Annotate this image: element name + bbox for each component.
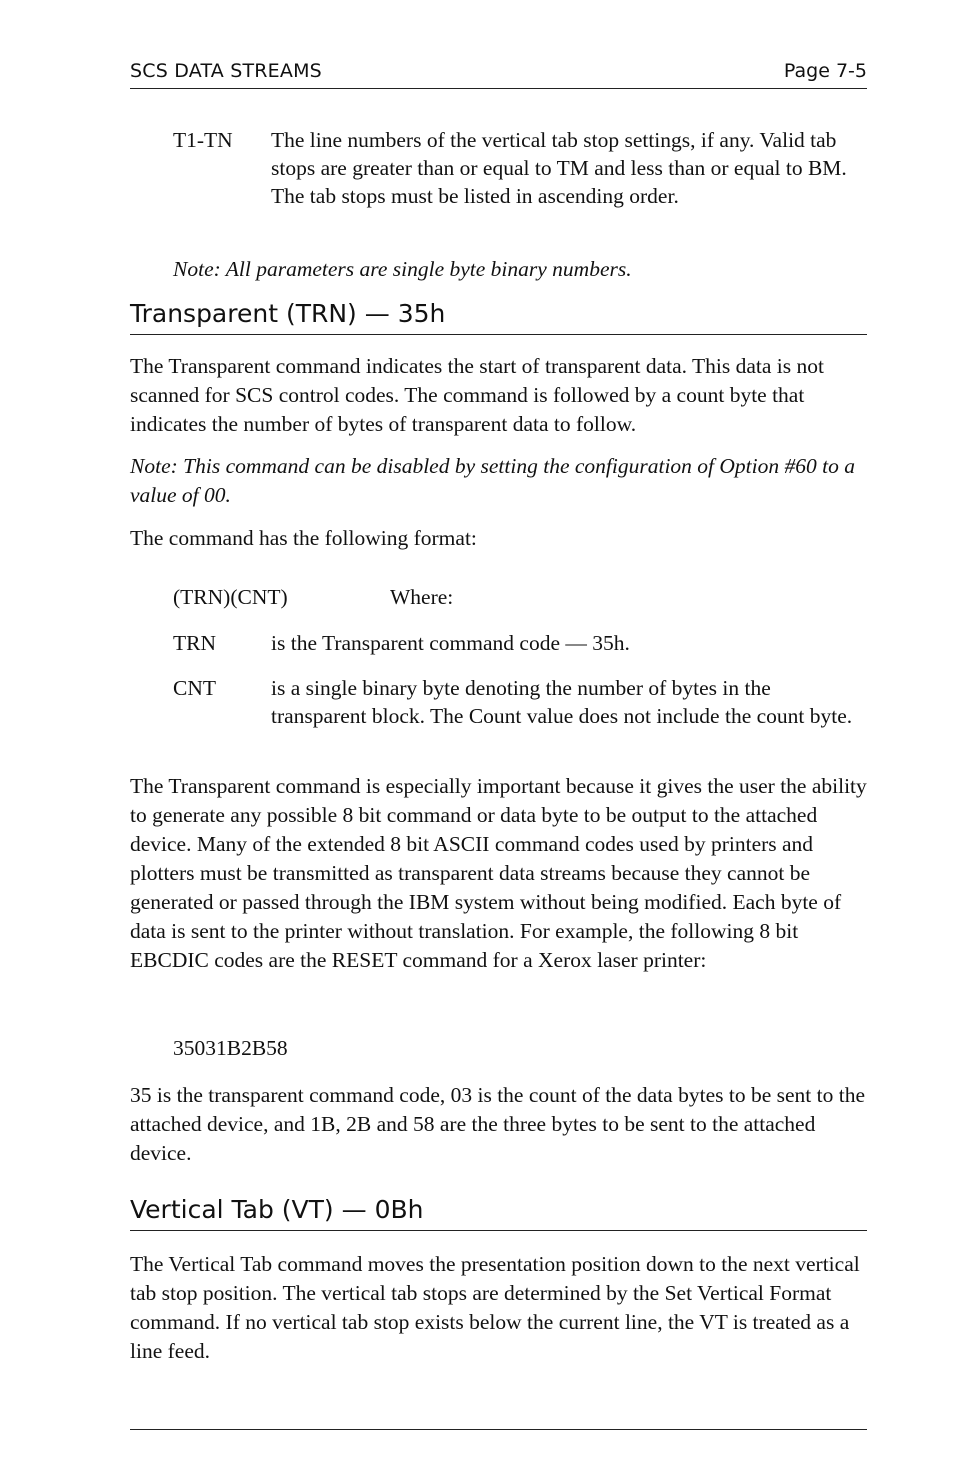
header-page-number: Page 7-5 [783,60,867,82]
definition-term-cnt: CNT [173,676,216,700]
paragraph-vertical-tab: The Vertical Tab command moves the presentation position down to the next vertical tab stop position. The vertical tab stops are determined by the Set Vertical Format command. If no vertical tab stop exists below the current line, the VT is treated as a line feed. [130,1252,860,1363]
format-intro: The command has the following format: [130,526,477,550]
footer-rule [130,1429,867,1430]
header-section-title: SCS DATA STREAMS [130,60,322,82]
paragraph-transparent-intro: The Transparent command indicates the start of transparent data. This data is not scanned for SCS control codes. The command is followed by a count byte that indicates the number of bytes of transparent data to follow. [130,354,824,436]
example-code: 35031B2B58 [173,1036,288,1060]
running-header [130,58,867,89]
note-disable-option: Note: This command can be disabled by setting the configuration of Option #60 to a value of 00. [130,454,855,507]
section-heading-transparent: Transparent (TRN) — 35h [130,299,867,335]
definition-term-trn: TRN [173,631,216,655]
paragraph-example-explanation: 35 is the transparent command code, 03 is the count of the data bytes to be sent to the attached device, and 1B, 2B and 58 are the three bytes to be sent to the attached device. [130,1083,865,1165]
section-heading-vertical-tab: Vertical Tab (VT) — 0Bh [130,1195,867,1231]
definition-term-t1tn: T1-TN [173,128,233,152]
paragraph-transparent-importance: The Transparent command is especially important because it gives the user the ability to generate any possible 8 bit command or data byte to be output to the attached device. Many of the extended 8 bit ASCII command codes used by printers and plotters must be transmitted as transparent data streams because they cannot be generated or passed through the IBM system without being modified. Each byte of data is sent to the printer without translation. For example, the following 8 bit EBCDIC codes are the RESET command for a Xerox laser printer: [130,774,867,972]
definition-desc-cnt: is a single binary byte denoting the number of bytes in the transparent block. The Count value does not include the count byte. [271,676,853,728]
format-where-label: Where: [390,585,454,609]
command-format: (TRN)(CNT) [173,585,288,609]
definition-desc-trn: is the Transparent command code — 35h. [271,631,630,655]
definition-desc-t1tn: The line numbers of the vertical tab stop settings, if any. Valid tab stops are greater than or equal to TM and less than or equal to BM. The tab stops must be listed in ascending order. [271,128,847,208]
note-parameters: Note: All parameters are single byte binary numbers. [173,257,632,281]
